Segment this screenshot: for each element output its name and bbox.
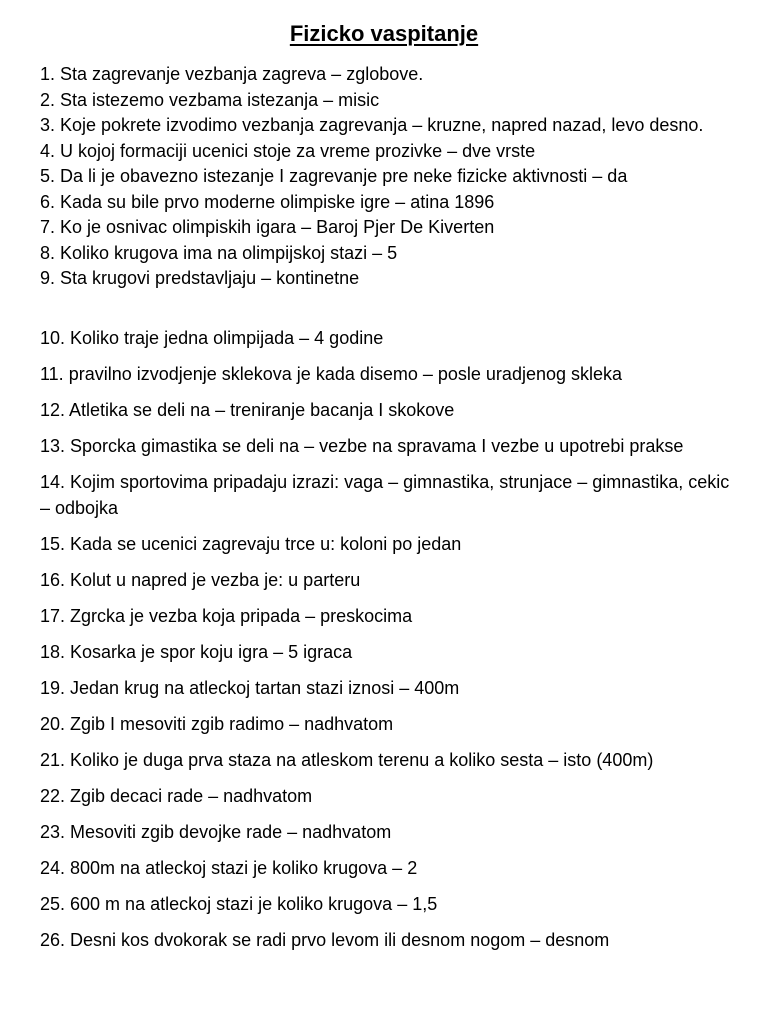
list-item: 18. Kosarka je spor koju igra – 5 igraca xyxy=(40,641,353,662)
question-list-spaced xyxy=(40,326,740,964)
list-item: 11. pravilno izvodjenje sklekova je kada disemo – posle uradjenog skleka xyxy=(40,364,623,384)
list-item: 23. Mesoviti zgib devojke rade – nadhvatom xyxy=(40,821,392,842)
list-item: 14. Kojim sportovima pripadaju izrazi: vaga – gimnastika, strunjace – gimnastika, cekic – odbojka xyxy=(40,472,730,518)
list-item: 6. Kada su bile prvo moderne olimpiske igre – atina 1896 xyxy=(40,191,495,212)
list-item: 19. Jedan krug na atleckoj tartan stazi iznosi – 400m xyxy=(40,677,460,698)
list-item: 5. Da li je obavezno istezanje I zagrevanje pre neke fizicke aktivnosti – da xyxy=(40,166,628,186)
list-item: 20. Zgib I mesoviti zgib radimo – nadhvatom xyxy=(40,713,394,734)
list-item: 7. Ko je osnivac olimpiskih igara – Baroj Pjer De Kiverten xyxy=(40,217,495,237)
list-item: 26. Desni kos dvokorak se radi prvo levom ili desnom nogom – desnom xyxy=(40,929,610,950)
list-item: 1. Sta zagrevanje vezbanja zagreva – zglobove. xyxy=(40,64,424,84)
list-item: 25. 600 m na atleckoj stazi je koliko krugova – 1,5 xyxy=(40,893,438,914)
list-item: 4. U kojoj formaciji ucenici stoje za vreme prozivke – dve vrste xyxy=(40,140,536,161)
list-item: 13. Sporcka gimastika se deli na – vezbe na spravama I vezbe u upotrebi prakse xyxy=(40,436,684,456)
list-item: 9. Sta krugovi predstavljaju – kontinetne xyxy=(40,268,360,288)
list-item: 22. Zgib decaci rade – nadhvatom xyxy=(40,785,313,806)
list-item: 8. Koliko krugova ima na olimpijskoj stazi – 5 xyxy=(40,242,398,263)
list-item: 21. Koliko je duga prva staza na atleskom terenu a koliko sesta – isto (400m) xyxy=(40,749,654,770)
list-item: 10. Koliko traje jedna olimpijada – 4 godine xyxy=(40,328,384,348)
list-item: 17. Zgrcka je vezba koja pripada – preskocima xyxy=(40,605,413,626)
list-item: 16. Kolut u napred je vezba je: u parteru xyxy=(40,569,361,590)
question-list-compact xyxy=(40,62,740,292)
list-item: 15. Kada se ucenici zagrevaju trce u: koloni po jedan xyxy=(40,533,462,554)
list-item: 2. Sta istezemo vezbama istezanja – misic xyxy=(40,89,380,110)
list-item: 3. Koje pokrete izvodimo vezbanja zagrevanja – kruzne, napred nazad, levo desno. xyxy=(40,115,704,135)
list-item: 24. 800m na atleckoj stazi je koliko krugova – 2 xyxy=(40,857,418,878)
page-title xyxy=(0,20,768,48)
page-title-text: Fizicko vaspitanje xyxy=(289,21,479,46)
list-item: 12. Atletika se deli na – treniranje bacanja I skokove xyxy=(40,400,455,420)
